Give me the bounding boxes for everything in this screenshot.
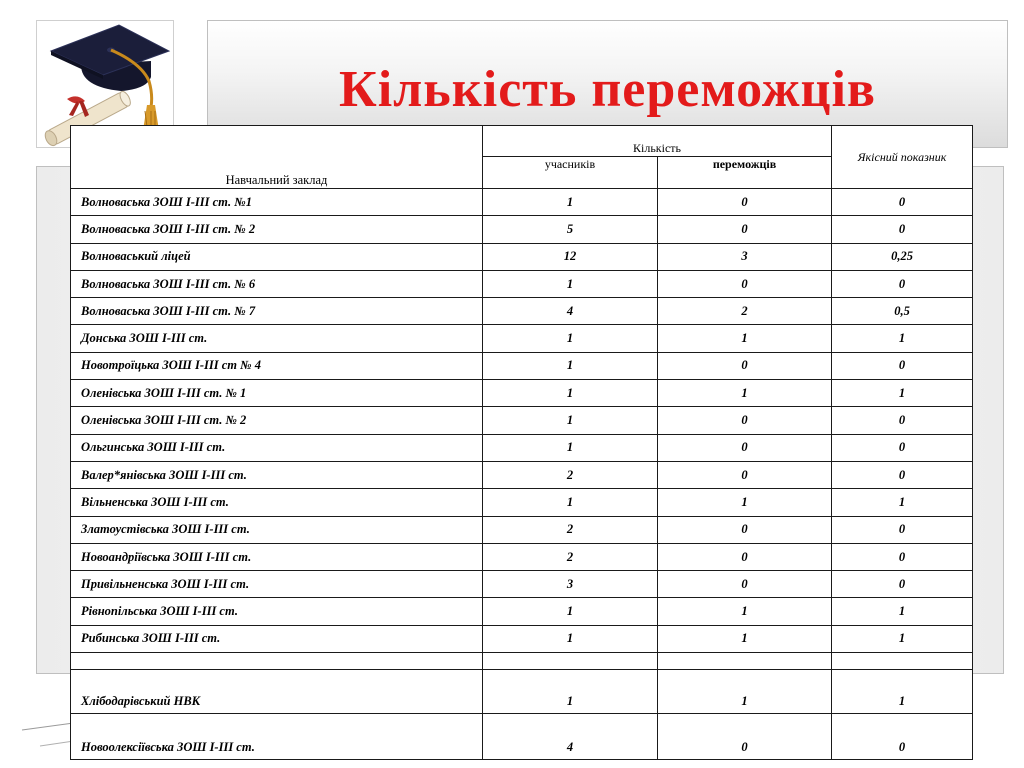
institution-cell: Ольгинська ЗОШ І-ІІІ ст.	[71, 434, 483, 461]
table-row	[71, 625, 973, 652]
winners-cell: 1	[658, 625, 832, 652]
winners-cell: 0	[658, 434, 832, 461]
quality-cell: 0	[832, 434, 973, 461]
winners-cell: 1	[658, 380, 832, 407]
institution-cell: Новоандріївська ЗОШ І-ІІІ ст.	[71, 543, 483, 570]
institution-cell: Привільненська ЗОШ І-ІІІ ст.	[71, 571, 483, 598]
table-row	[71, 270, 973, 297]
table-row	[71, 516, 973, 543]
participants-cell: 5	[483, 216, 658, 243]
quality-cell: 0	[832, 571, 973, 598]
quality-cell: 0	[832, 461, 973, 488]
table-row	[71, 352, 973, 379]
quality-cell: 0,25	[832, 243, 973, 270]
winners-table	[70, 125, 973, 760]
quality-cell: 1	[832, 325, 973, 352]
participants-cell: 2	[483, 516, 658, 543]
column-header-count-group: Кількість	[483, 126, 832, 157]
participants-cell: 1	[483, 352, 658, 379]
participants-cell: 1	[483, 270, 658, 297]
institution-cell: Волноваська ЗОШ І-ІІІ ст. № 2	[71, 216, 483, 243]
page-title: Кількість переможців	[338, 61, 877, 118]
participants-cell: 2	[483, 543, 658, 570]
table-row	[71, 598, 973, 625]
winners-cell: 1	[658, 598, 832, 625]
institution-cell: Волноваська ЗОШ І-ІІІ ст. № 6	[71, 270, 483, 297]
table-row	[71, 325, 973, 352]
participants-cell: 1	[483, 189, 658, 216]
winners-cell: 0	[658, 461, 832, 488]
participants-cell: 3	[483, 571, 658, 598]
winners-cell: 2	[658, 298, 832, 325]
quality-cell: 0	[832, 189, 973, 216]
quality-cell: 1	[832, 489, 973, 516]
table-row	[71, 189, 973, 216]
quality-cell: 0	[832, 714, 973, 760]
participants-cell: 4	[483, 714, 658, 760]
participants-cell: 1	[483, 434, 658, 461]
winners-cell: 1	[658, 325, 832, 352]
participants-cell: 1	[483, 325, 658, 352]
participants-cell: 1	[483, 489, 658, 516]
institution-cell: Волноваська ЗОШ І-ІІІ ст. №1	[71, 189, 483, 216]
quality-cell: 1	[832, 380, 973, 407]
winners-cell: 0	[658, 407, 832, 434]
participants-cell: 1	[483, 380, 658, 407]
winners-cell: 0	[658, 571, 832, 598]
quality-cell: 1	[832, 598, 973, 625]
winners-cell: 3	[658, 243, 832, 270]
winners-cell: 0	[658, 352, 832, 379]
quality-cell: 0,5	[832, 298, 973, 325]
winners-cell: 0	[658, 543, 832, 570]
quality-cell: 0	[832, 270, 973, 297]
quality-cell: 0	[832, 352, 973, 379]
participants-cell: 2	[483, 461, 658, 488]
table-row	[71, 461, 973, 488]
institution-cell: Волноваський ліцей	[71, 243, 483, 270]
institution-cell: Хлібодарівський НВК	[71, 670, 483, 714]
winners-cell: 0	[658, 216, 832, 243]
institution-cell: Новотроїцька ЗОШ І-ІІІ ст № 4	[71, 352, 483, 379]
table-row	[71, 298, 973, 325]
winners-cell: 1	[658, 670, 832, 714]
quality-cell: 1	[832, 625, 973, 652]
participants-cell: 4	[483, 298, 658, 325]
winners-cell: 0	[658, 516, 832, 543]
table-row	[71, 714, 973, 760]
institution-cell: Златоустівська ЗОШ І-ІІІ ст.	[71, 516, 483, 543]
table-row	[71, 571, 973, 598]
participants-cell: 1	[483, 625, 658, 652]
winners-cell: 0	[658, 270, 832, 297]
institution-cell: Оленівська ЗОШ І-ІІІ ст. № 2	[71, 407, 483, 434]
quality-cell: 0	[832, 216, 973, 243]
table-row	[71, 407, 973, 434]
quality-cell: 0	[832, 543, 973, 570]
participants-cell: 1	[483, 407, 658, 434]
winners-cell: 0	[658, 189, 832, 216]
column-header-quality: Якісний показник	[832, 126, 973, 189]
participants-cell: 1	[483, 598, 658, 625]
institution-cell: Вільненська ЗОШ І-ІІІ ст.	[71, 489, 483, 516]
table-row	[71, 670, 973, 714]
participants-cell: 12	[483, 243, 658, 270]
winners-cell: 0	[658, 714, 832, 760]
column-header-participants: учасників	[483, 157, 658, 189]
winners-cell: 1	[658, 489, 832, 516]
institution-cell: Рибинська ЗОШ І-ІІІ ст.	[71, 625, 483, 652]
table-row	[71, 216, 973, 243]
table-row	[71, 543, 973, 570]
institution-cell: Валер*янівська ЗОШ І-ІІІ ст.	[71, 461, 483, 488]
institution-cell: Оленівська ЗОШ І-ІІІ ст. № 1	[71, 380, 483, 407]
table-row	[71, 434, 973, 461]
institution-cell: Донська ЗОШ І-ІІІ ст.	[71, 325, 483, 352]
table-row-empty	[71, 653, 973, 670]
institution-cell: Рівнопільська ЗОШ І-ІІІ ст.	[71, 598, 483, 625]
column-header-winners: переможців	[658, 157, 832, 189]
table-header-row	[71, 126, 973, 157]
table-row	[71, 380, 973, 407]
institution-cell: Новоолексіївська ЗОШ І-ІІІ ст.	[71, 714, 483, 760]
quality-cell: 0	[832, 407, 973, 434]
quality-cell: 1	[832, 670, 973, 714]
institution-cell: Волноваська ЗОШ І-ІІІ ст. № 7	[71, 298, 483, 325]
quality-cell: 0	[832, 516, 973, 543]
participants-cell: 1	[483, 670, 658, 714]
column-header-institution: Навчальний заклад	[71, 126, 483, 189]
table-row	[71, 243, 973, 270]
table-row	[71, 489, 973, 516]
